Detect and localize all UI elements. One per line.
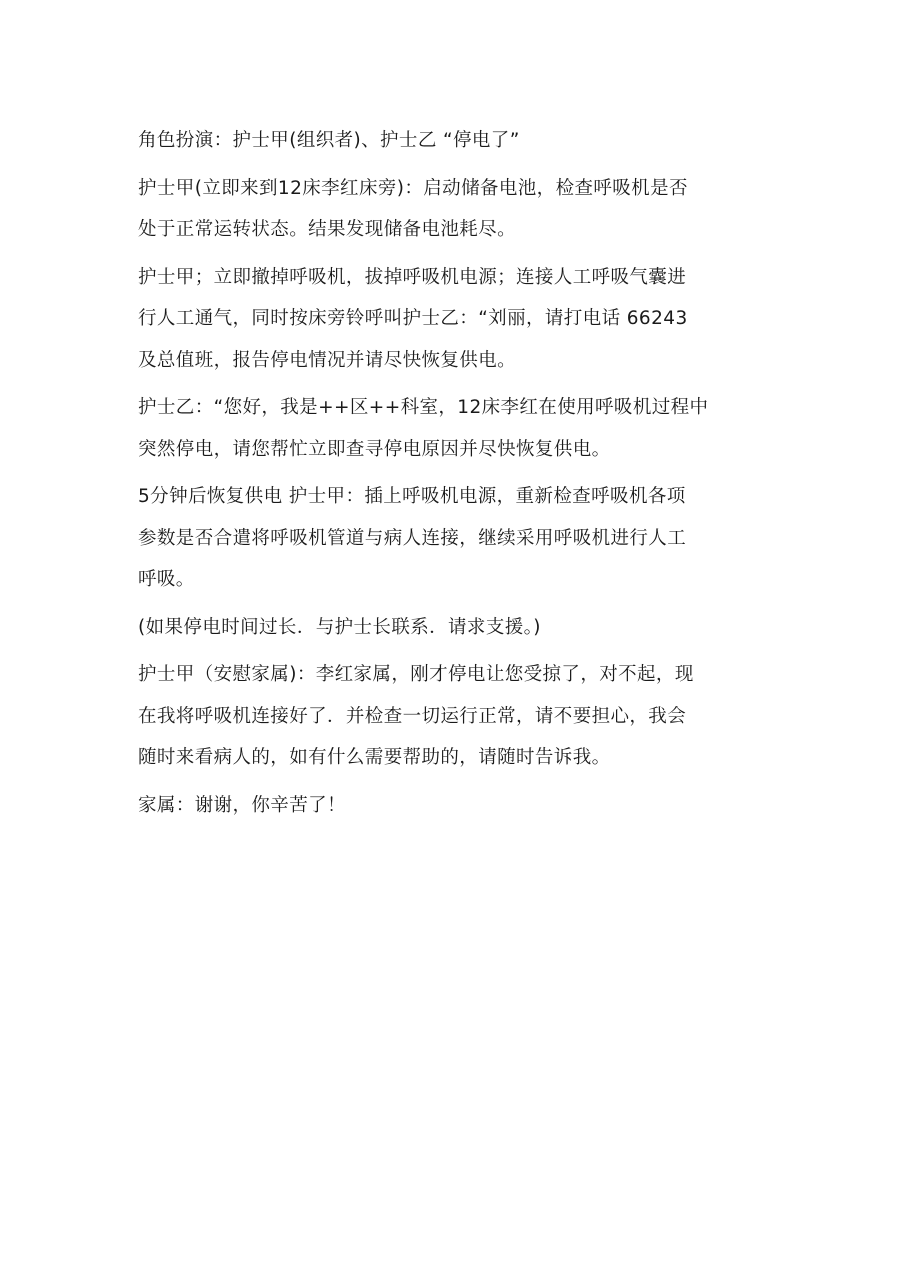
paragraph-comfort-family <box>138 654 778 779</box>
paragraph-note <box>138 607 778 649</box>
text-line: 家属：谢谢，你辛苦了！ <box>138 794 346 816</box>
text-line: 护士甲（安慰家属)：李红家属，刚才停电让您受掠了，对不起，现 <box>138 664 694 685</box>
text-line: 在我将呼吸机连接好了．并检查一切运行正常，请不要担心，我会 <box>138 705 687 727</box>
paragraph-nurse-a-check <box>138 168 778 251</box>
text-line: (如果停电时间过长．与护士长联系．请求支援。) <box>138 616 541 638</box>
paragraph-nurse-b-call <box>138 387 778 470</box>
text-line: 角色扮演：护士甲(组织者)、护士乙 “停电了” <box>138 130 520 151</box>
text-line: 行人工通气，同时按床旁铃呼叫护士乙：“刘丽，请打电话 66243 <box>138 308 688 329</box>
text-line: 突然停电，请您帮忙立即查寻停电原因并尽快恢复供电。 <box>138 438 611 460</box>
text-line: 5分钟后恢复供电 护士甲：插上呼吸机电源，重新检查呼吸机各项 <box>138 486 686 507</box>
paragraph-family-reply <box>138 785 778 827</box>
text-line: 随时来看病人的，如有什么需要帮助的，请随时告诉我。 <box>138 747 611 768</box>
paragraph-power-restored <box>138 476 778 601</box>
text-line: 呼吸。 <box>138 569 195 590</box>
text-line: 参数是否合遣将呼吸机管道与病人连接，继续采用呼吸机进行人工 <box>138 527 687 549</box>
text-line: 护士乙：“您好，我是++区++科室，12床李红在使用呼吸机过程中 <box>138 397 709 418</box>
text-line: 护士甲；立即撤掉呼吸机，拔掉呼吸机电源；连接人工呼吸气囊进 <box>138 266 687 288</box>
text-line: 护士甲(立即来到12床李红床旁)：启动储备电池，检查呼吸机是否 <box>138 177 688 199</box>
paragraph-nurse-a-action <box>138 257 778 382</box>
text-line: 及总值班，报告停电情况并请尽快恢复供电。 <box>138 349 517 371</box>
text-line: 处于正常运转状态。结果发现储备电池耗尽。 <box>138 219 517 240</box>
document-body <box>138 120 778 832</box>
paragraph-roles <box>138 120 778 162</box>
